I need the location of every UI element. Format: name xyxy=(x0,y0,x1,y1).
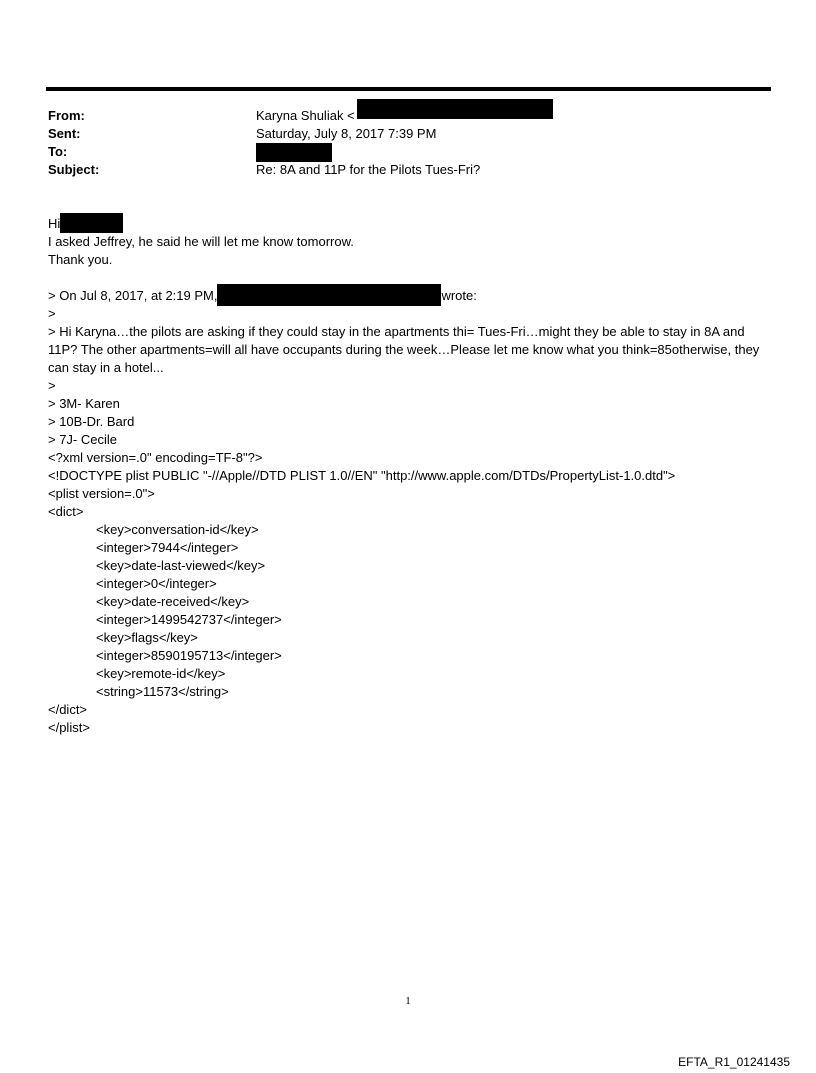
plist-entry: <key>date-received</key> xyxy=(96,594,250,609)
sent-value: Saturday, July 8, 2017 7:39 PM xyxy=(256,126,437,141)
plist-entry: <string>11573</string> xyxy=(96,684,229,699)
quote-intro-end: wrote: xyxy=(441,288,477,303)
subject-row xyxy=(48,161,768,179)
to-label: To: xyxy=(48,144,68,159)
greeting-text: Hi xyxy=(48,216,61,231)
subject-value: Re: 8A and 11P for the Pilots Tues-Fri? xyxy=(256,162,481,177)
page-number: 1 xyxy=(405,995,411,1007)
sent-label: Sent: xyxy=(48,126,81,141)
redaction-block xyxy=(256,143,332,162)
sent-row xyxy=(48,125,768,143)
reply-line: Thank you. xyxy=(48,252,113,267)
subject-label: Subject: xyxy=(48,162,100,177)
plist-entry: <integer>8590195713</integer> xyxy=(96,648,282,663)
message-body xyxy=(48,215,778,737)
plist-entry: <integer>1499542737</integer> xyxy=(96,612,282,627)
from-name: Karyna Shuliak < xyxy=(256,108,355,123)
to-value xyxy=(256,143,332,162)
plist-entry: <integer>0</integer> xyxy=(96,576,217,591)
dict-open: <dict> xyxy=(48,504,84,519)
header-rule xyxy=(46,87,771,91)
to-row xyxy=(48,143,768,161)
greeting-line xyxy=(48,215,778,233)
dict-close: </dict> xyxy=(48,702,88,717)
quote-paragraph: > Hi Karyna…the pilots are asking if they could stay in the apartments thi= Tues-Fri…might they be able to stay in 8A and 11P? The other apartments=will all have occupants during the week…Please let me know what you think=85otherwise, they can stay in a hotel... xyxy=(48,324,760,375)
from-row xyxy=(48,107,768,125)
from-label: From: xyxy=(48,108,85,123)
plist-entry: <key>remote-id</key> xyxy=(96,666,226,681)
plist-entry: <key>conversation-id</key> xyxy=(96,522,259,537)
quote-line: > 3M- Karen xyxy=(48,396,120,411)
reply-line: I asked Jeffrey, he said he will let me know tomorrow. xyxy=(48,234,354,249)
redaction-block xyxy=(217,284,441,306)
plist-entry: <key>flags</key> xyxy=(96,630,198,645)
plist-open: <plist version=.0"> xyxy=(48,486,155,501)
quote-intro-text: > On Jul 8, 2017, at 2:19 PM, xyxy=(48,288,218,303)
quote-line: > 7J- Cecile xyxy=(48,432,117,447)
redaction-block xyxy=(357,99,553,119)
plist-entry: <key>date-last-viewed</key> xyxy=(96,558,266,573)
redaction-block xyxy=(60,213,123,233)
plist-xml-decl: <?xml version=.0" encoding=TF-8"?> xyxy=(48,450,263,465)
plist-close: </plist> xyxy=(48,720,90,735)
quote-intro-line xyxy=(48,287,778,305)
plist-entry: <integer>7944</integer> xyxy=(96,540,239,555)
quote-line: > xyxy=(48,378,56,393)
quote-line: > xyxy=(48,306,56,321)
quote-line: > 10B-Dr. Bard xyxy=(48,414,135,429)
from-value xyxy=(256,107,553,125)
bates-number: EFTA_R1_01241435 xyxy=(678,1055,790,1069)
plist-doctype: <!DOCTYPE plist PUBLIC "-//Apple//DTD PLIST 1.0//EN" "http://www.apple.com/DTDs/PropertyList-1.0.dtd"> xyxy=(48,468,676,483)
